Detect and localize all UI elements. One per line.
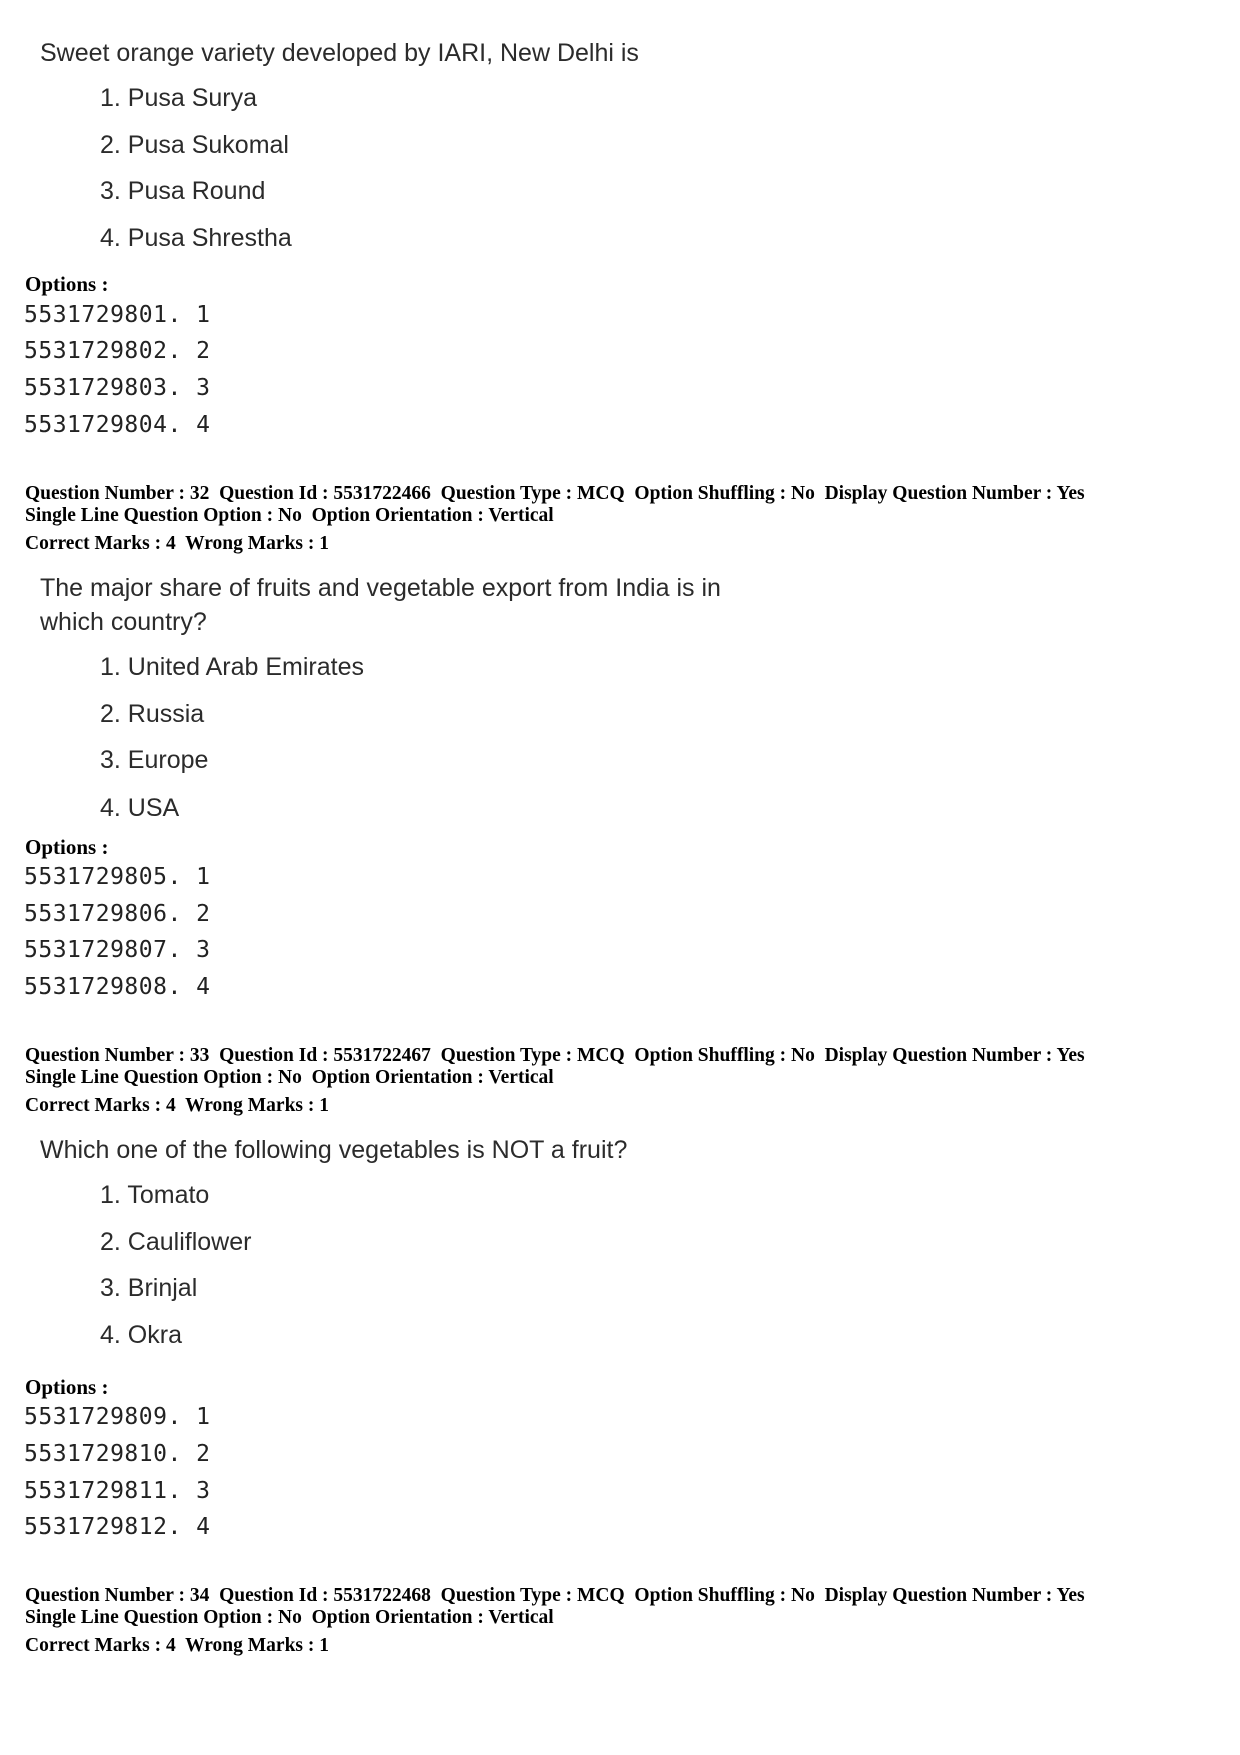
question-31-option-id-3: 5531729803. 3 [24, 375, 211, 401]
question-33-choice-1: 1. Tomato [100, 1181, 210, 1209]
question-32-option-id-1: 5531729805. 1 [24, 864, 211, 890]
question-34-meta-line-1: Question Number : 34 Question Id : 5531722468 Question Type : MCQ Option Shuffling : No Display Question Number : Yes [25, 1585, 1085, 1606]
question-32-choice-3: 3. Europe [100, 746, 209, 774]
question-33-meta-line-1: Question Number : 33 Question Id : 5531722467 Question Type : MCQ Option Shuffling : No Display Question Number : Yes [25, 1045, 1085, 1066]
question-31-option-id-4: 5531729804. 4 [24, 412, 211, 438]
question-31-choice-4: 4. Pusa Shrestha [100, 224, 292, 252]
question-33-option-id-3: 5531729811. 3 [24, 1478, 211, 1504]
question-33-choice-4: 4. Okra [100, 1321, 182, 1349]
question-32-choice-1: 1. United Arab Emirates [100, 653, 365, 681]
question-33-text: Which one of the following vegetables is NOT a fruit? [40, 1136, 628, 1164]
question-33-option-id-4: 5531729812. 4 [24, 1514, 211, 1540]
question-33-option-id-2: 5531729810. 2 [24, 1441, 211, 1467]
question-33-meta-line-2: Single Line Question Option : No Option Orientation : Vertical [25, 1067, 554, 1088]
question-32-choice-4: 4. USA [100, 794, 180, 822]
question-33-option-id-1: 5531729809. 1 [24, 1404, 211, 1430]
question-32-marks: Correct Marks : 4 Wrong Marks : 1 [25, 533, 330, 554]
question-34-meta-line-2: Single Line Question Option : No Option Orientation : Vertical [25, 1607, 554, 1628]
question-32-option-id-4: 5531729808. 4 [24, 974, 211, 1000]
question-32-choice-2: 2. Russia [100, 700, 205, 728]
question-33-marks: Correct Marks : 4 Wrong Marks : 1 [25, 1095, 330, 1116]
question-31-option-id-2: 5531729802. 2 [24, 338, 211, 364]
question-31-option-id-1: 5531729801. 1 [24, 302, 211, 328]
question-33-options-label: Options : [25, 1375, 109, 1399]
question-31-choice-3: 3. Pusa Round [100, 177, 266, 205]
question-33-choice-3: 3. Brinjal [100, 1274, 198, 1302]
question-31-choice-1: 1. Pusa Surya [100, 84, 258, 112]
question-32-meta-line-2: Single Line Question Option : No Option Orientation : Vertical [25, 505, 554, 526]
question-33-choice-2: 2. Cauliflower [100, 1228, 252, 1256]
question-32-text-line-2: which country? [40, 608, 207, 636]
question-32-option-id-2: 5531729806. 2 [24, 901, 211, 927]
question-34-marks: Correct Marks : 4 Wrong Marks : 1 [25, 1635, 330, 1656]
question-31-text: Sweet orange variety developed by IARI, New Delhi is [40, 39, 639, 67]
question-32-text-line-1: The major share of fruits and vegetable export from India is in [40, 574, 721, 602]
question-31-options-label: Options : [25, 272, 109, 296]
question-32-options-label: Options : [25, 835, 109, 859]
question-32-meta-line-1: Question Number : 32 Question Id : 5531722466 Question Type : MCQ Option Shuffling : No Display Question Number : Yes [25, 483, 1085, 504]
question-32-option-id-3: 5531729807. 3 [24, 937, 211, 963]
question-31-choice-2: 2. Pusa Sukomal [100, 131, 289, 159]
